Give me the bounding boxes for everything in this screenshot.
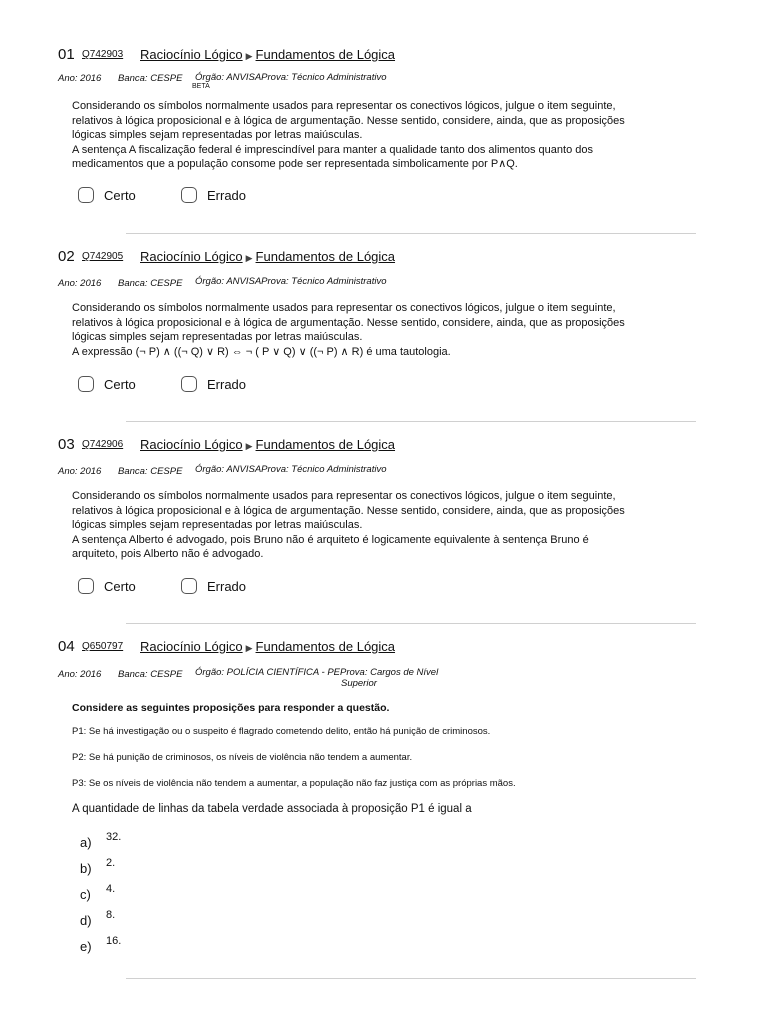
- proposition-p1: P1: Se há investigação ou o suspeito é flagrado cometendo delito, então há punição de criminosos.: [72, 726, 491, 737]
- question-subject: [140, 639, 395, 654]
- radio-box[interactable]: [181, 187, 197, 203]
- subject-link[interactable]: Raciocínio Lógico: [140, 47, 243, 62]
- subject-link[interactable]: Raciocínio Lógico: [140, 639, 243, 654]
- question-subject: [140, 249, 395, 264]
- meta-ano: Ano: 2016: [58, 73, 102, 84]
- topic-link[interactable]: Fundamentos de Lógica: [255, 639, 396, 654]
- radio-box[interactable]: [78, 376, 94, 392]
- statement-line: arquiteto, pois Alberto não é advogado.: [72, 548, 264, 560]
- meta-orgao: Órgão: ANVISAProva: Técnico Administrativo: [195, 276, 387, 287]
- alternative-c[interactable]: [80, 883, 115, 902]
- question-number: 03: [58, 436, 75, 453]
- alternative-d[interactable]: [80, 909, 115, 928]
- alternative-letter: d): [80, 913, 92, 928]
- statement-line: Considerando os símbolos normalmente usados para representar os conectivos lógicos, julgue o item seguinte,: [72, 100, 616, 112]
- meta-banca: Banca: CESPE: [118, 73, 183, 84]
- question-code-link[interactable]: Q650797: [82, 641, 124, 652]
- question-prompt: A quantidade de linhas da tabela verdade associada à proposição P1 é igual a: [72, 803, 472, 815]
- alternative-value: 32.: [106, 831, 122, 843]
- meta-orgao-cont: Superior: [341, 678, 377, 689]
- meta-orgao: Órgão: ANVISAProva: Técnico Administrativo: [195, 464, 387, 475]
- statement-line: lógicas simples sejam representadas por letras maiúsculas.: [72, 519, 363, 531]
- option-errado[interactable]: Errado: [181, 376, 246, 392]
- divider: [126, 233, 696, 234]
- question-code-link[interactable]: Q742903: [82, 49, 124, 60]
- meta-orgao: Órgão: POLÍCIA CIENTÍFICA - PEProva: Cargos de Nível: [195, 667, 439, 678]
- divider: [126, 421, 696, 422]
- radio-box[interactable]: [78, 578, 94, 594]
- meta-ano: Ano: 2016: [58, 278, 102, 289]
- statement-line: relativos à lógica proposicional e à lógica de argumentação. Nesse sentido, considere, ainda, que as proposições: [72, 316, 625, 329]
- question-code-link[interactable]: Q742906: [82, 439, 124, 450]
- question-number: 04: [58, 638, 75, 655]
- alternative-e[interactable]: [80, 935, 121, 954]
- statement-line: medicamentos que a população consome pode ser representada simbolicamente por P∧Q.: [72, 158, 518, 170]
- statement-line: A sentença Alberto é advogado, pois Bruno não é arquiteto é logicamente equivalente à sentença Bruno é: [72, 533, 589, 546]
- meta-ano: Ano: 2016: [58, 466, 102, 477]
- topic-link[interactable]: Fundamentos de Lógica: [255, 249, 396, 264]
- subject-link[interactable]: Raciocínio Lógico: [140, 249, 243, 264]
- alternative-value: 2.: [106, 857, 116, 869]
- proposition-p2: P2: Se há punição de criminosos, os níveis de violência não tendem a aumentar.: [72, 752, 413, 763]
- divider: [126, 623, 696, 624]
- question-number: 02: [58, 248, 75, 265]
- question-number: 01: [58, 46, 75, 63]
- question-intro: Considere as seguintes proposições para responder a questão.: [72, 702, 390, 714]
- subject-link[interactable]: Raciocínio Lógico: [140, 437, 243, 452]
- question-statement: [72, 301, 625, 359]
- statement-line: lógicas simples sejam representadas por letras maiúsculas.: [72, 331, 363, 343]
- arrow-right-icon: ▶: [245, 441, 253, 451]
- statement-line: Considerando os símbolos normalmente usados para representar os conectivos lógicos, julgue o item seguinte,: [72, 302, 616, 314]
- meta-banca: Banca: CESPE: [118, 278, 183, 289]
- question-statement: [72, 99, 625, 172]
- statement-line: relativos à lógica proposicional e à lógica de argumentação. Nesse sentido, considere, ainda, que as proposições: [72, 504, 625, 517]
- statement-line: A expressão (¬ P) ∧ ((¬ Q) ∨ R) ⇔ ¬ ( P ∨ Q) ∨ ((¬ P) ∧ R) é uma tautologia.: [72, 345, 451, 358]
- option-errado[interactable]: Errado: [181, 187, 246, 203]
- alternative-value: 8.: [106, 909, 116, 921]
- alternative-letter: a): [80, 835, 92, 850]
- divider: [126, 978, 696, 979]
- arrow-right-icon: ▶: [245, 643, 253, 653]
- option-errado[interactable]: Errado: [181, 578, 246, 594]
- question-statement: [72, 489, 625, 562]
- arrow-right-icon: ▶: [245, 51, 253, 61]
- alternative-value: 16.: [106, 935, 122, 947]
- meta-banca: Banca: CESPE: [118, 669, 183, 680]
- statement-line: lógicas simples sejam representadas por letras maiúsculas.: [72, 129, 363, 141]
- question-subject: [140, 437, 395, 452]
- radio-box[interactable]: [78, 187, 94, 203]
- question-code-link[interactable]: Q742905: [82, 251, 124, 262]
- alternative-letter: e): [80, 939, 92, 954]
- radio-box[interactable]: [181, 376, 197, 392]
- alternative-b[interactable]: [80, 857, 115, 876]
- radio-box[interactable]: [181, 578, 197, 594]
- meta-banca: Banca: CESPE: [118, 466, 183, 477]
- option-certo[interactable]: Certo: [78, 376, 136, 392]
- topic-link[interactable]: Fundamentos de Lógica: [255, 437, 396, 452]
- option-certo[interactable]: Certo: [78, 578, 136, 594]
- meta-orgao: Órgão: ANVISAProva: Técnico Administrativo: [195, 72, 387, 83]
- statement-line: Considerando os símbolos normalmente usados para representar os conectivos lógicos, julgue o item seguinte,: [72, 490, 616, 502]
- question-subject: [140, 47, 395, 62]
- beta-badge: BETA: [192, 83, 210, 90]
- meta-ano: Ano: 2016: [58, 669, 102, 680]
- alternative-letter: b): [80, 861, 92, 876]
- alternative-a[interactable]: [80, 831, 121, 850]
- topic-link[interactable]: Fundamentos de Lógica: [255, 47, 396, 62]
- statement-line: A sentença A fiscalização federal é imprescindível para manter a qualidade tanto dos alimentos quanto dos: [72, 143, 593, 156]
- proposition-p3: P3: Se os níveis de violência não tendem a aumentar, a população não faz justiça com as próprias mãos.: [72, 778, 516, 789]
- arrow-right-icon: ▶: [245, 253, 253, 263]
- statement-line: relativos à lógica proposicional e à lógica de argumentação. Nesse sentido, considere, ainda, que as proposições: [72, 114, 625, 127]
- alternative-letter: c): [80, 887, 91, 902]
- option-certo[interactable]: Certo: [78, 187, 136, 203]
- alternative-value: 4.: [106, 883, 116, 895]
